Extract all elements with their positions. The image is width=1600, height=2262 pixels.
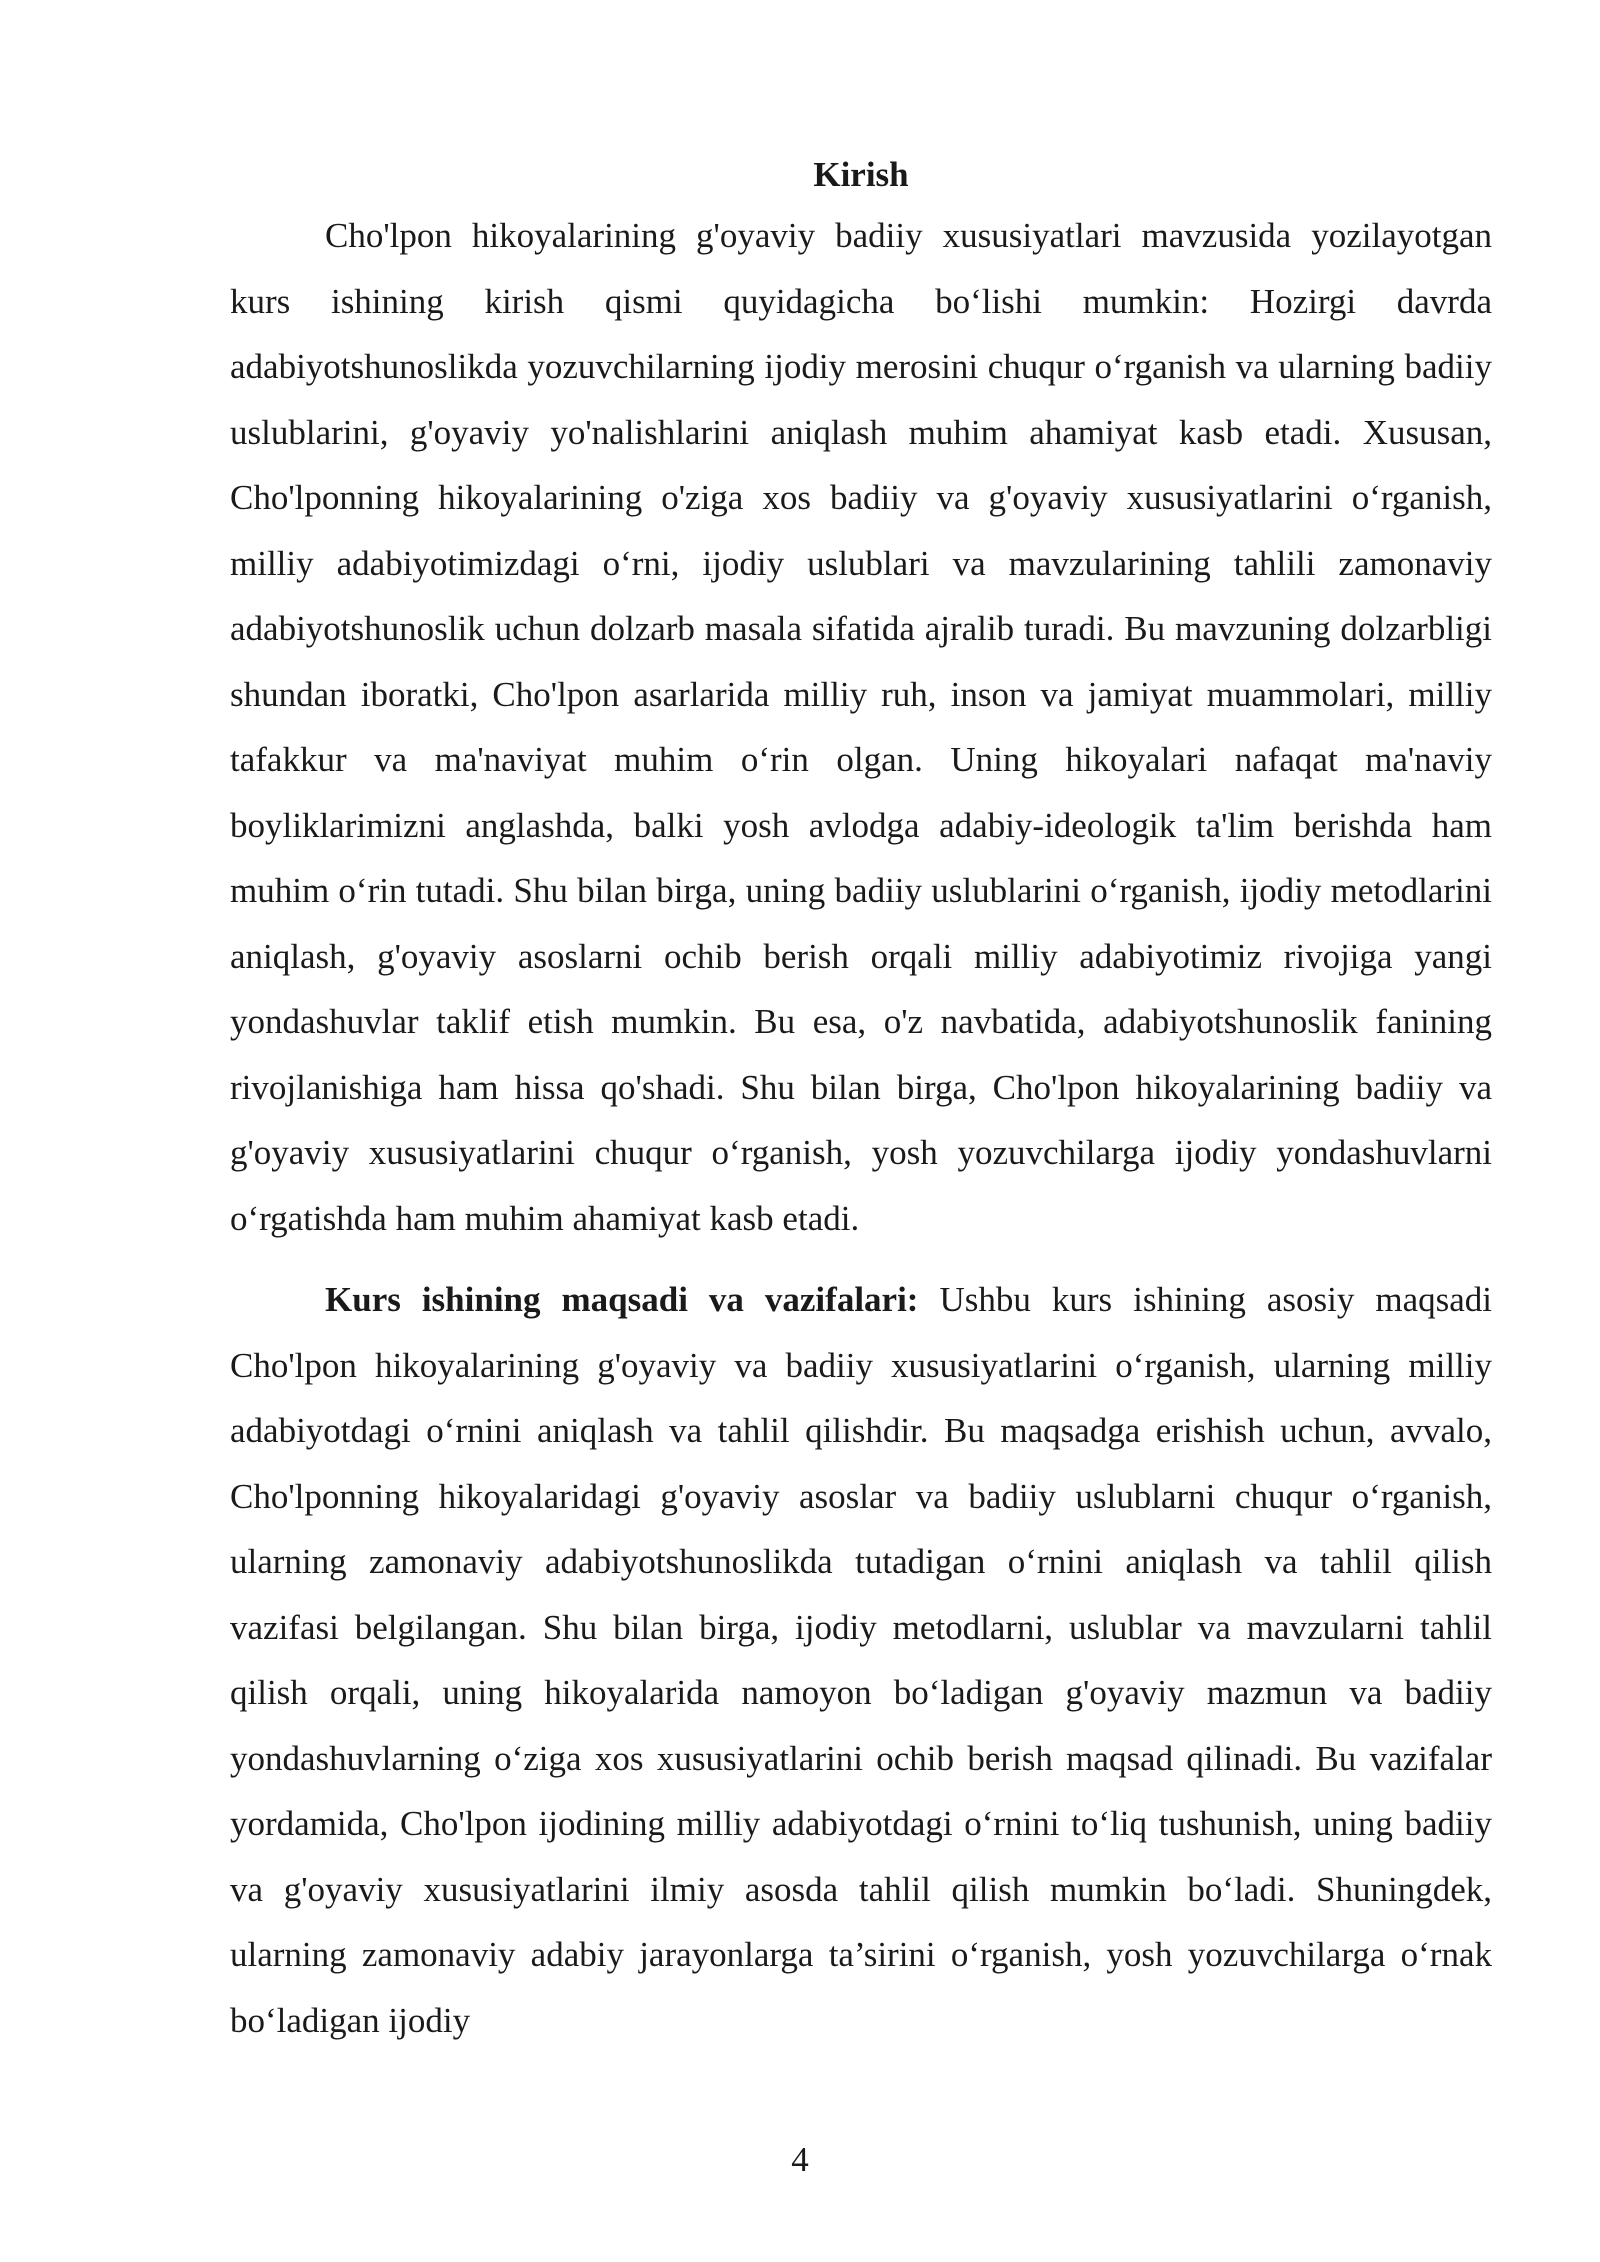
goals-paragraph xyxy=(230,1267,1492,2053)
section-heading: Kirish xyxy=(813,155,909,194)
goals-body: Ushbu kurs ishining asosiy maqsadi Cho'lpon hikoyalarining g'oyaviy va badiiy xususiyatlarini o‘rganish, ularning milliy adabiyotdagi o‘rnini aniqlash va tahlil qilishdir. Bu maqsadga erishish uchun, avvalo, Cho'lponning hikoyalaridagi g'oyaviy asoslar va badiiy uslublarni chuqur o‘rganish, ularning zamonaviy adabiyotshunoslikda tutadigan o‘rnini aniqlash va tahlil qilish vazifasi belgilangan. Shu bilan birga, ijodiy metodlarni, uslublar va mavzularni tahlil qilish orqali, uning hikoyalarida namoyon bo‘ladigan g'oyaviy mazmun va badiiy yondashuvlarning o‘ziga xos xususiyatlarini ochib berish maqsad qilinadi. Bu vazifalar yordamida, Cho'lpon ijodining milliy adabiyotdagi o‘rnini to‘liq tushunish, uning badiiy va g'oyaviy xususiyatlarini ilmiy asosda tahlil qilish mumkin bo‘ladi. Shuningdek, ularning zamonaviy adabiy jarayonlarga ta’sirini o‘rganish, yosh yozuvchilarga o‘rnak bo‘ladigan ijodiy xyxy=(230,1280,1492,2040)
goals-lead: Kurs ishining maqsadi va vazifalari: xyxy=(325,1280,919,1319)
document-page xyxy=(230,150,1492,2053)
intro-paragraph: Cho'lpon hikoyalarining g'oyaviy badiiy xususiyatlari mavzusida yozilayotgan kurs ishining kirish qismi quyidagicha bo‘lishi mumkin: Hozirgi davrda adabiyotshunoslikda yozuvchilarning ijodiy merosini chuqur o‘rganish va ularning badiiy uslublarini, g'oyaviy yo'nalishlarini aniqlash muhim ahamiyat kasb etadi. Xususan, Cho'lponning hikoyalarining o'ziga xos badiiy va g'oyaviy xususiyatlarini o‘rganish, milliy adabiyotimizdagi o‘rni, ijodiy uslublari va mavzularining tahlili zamonaviy adabiyotshunoslik uchun dolzarb masala sifatida ajralib turadi. Bu mavzuning dolzarbligi shundan iboratki, Cho'lpon asarlarida milliy ruh, inson va jamiyat muammolari, milliy tafakkur va ma'naviyat muhim o‘rin olgan. Uning hikoyalari nafaqat ma'naviy boyliklarimizni anglashda, balki yosh avlodga adabiy-ideologik ta'lim berishda ham muhim o‘rin tutadi. Shu bilan birga, uning badiiy uslublarini o‘rganish, ijodiy metodlarini aniqlash, g'oyaviy asoslarni ochib berish orqali milliy adabiyotimiz rivojiga yangi yondashuvlar taklif etish mumkin. Bu esa, o'z navbatida, adabiyotshunoslik fanining rivojlanishiga ham hissa qo'shadi. Shu bilan birga, Cho'lpon hikoyalarining badiiy va g'oyaviy xususiyatlarini chuqur o‘rganish, yosh yozuvchilarga ijodiy yondashuvlarni o‘rgatishda ham muhim ahamiyat kasb etadi. xyxy=(230,216,1492,1238)
page-number: 4 xyxy=(791,2140,809,2179)
